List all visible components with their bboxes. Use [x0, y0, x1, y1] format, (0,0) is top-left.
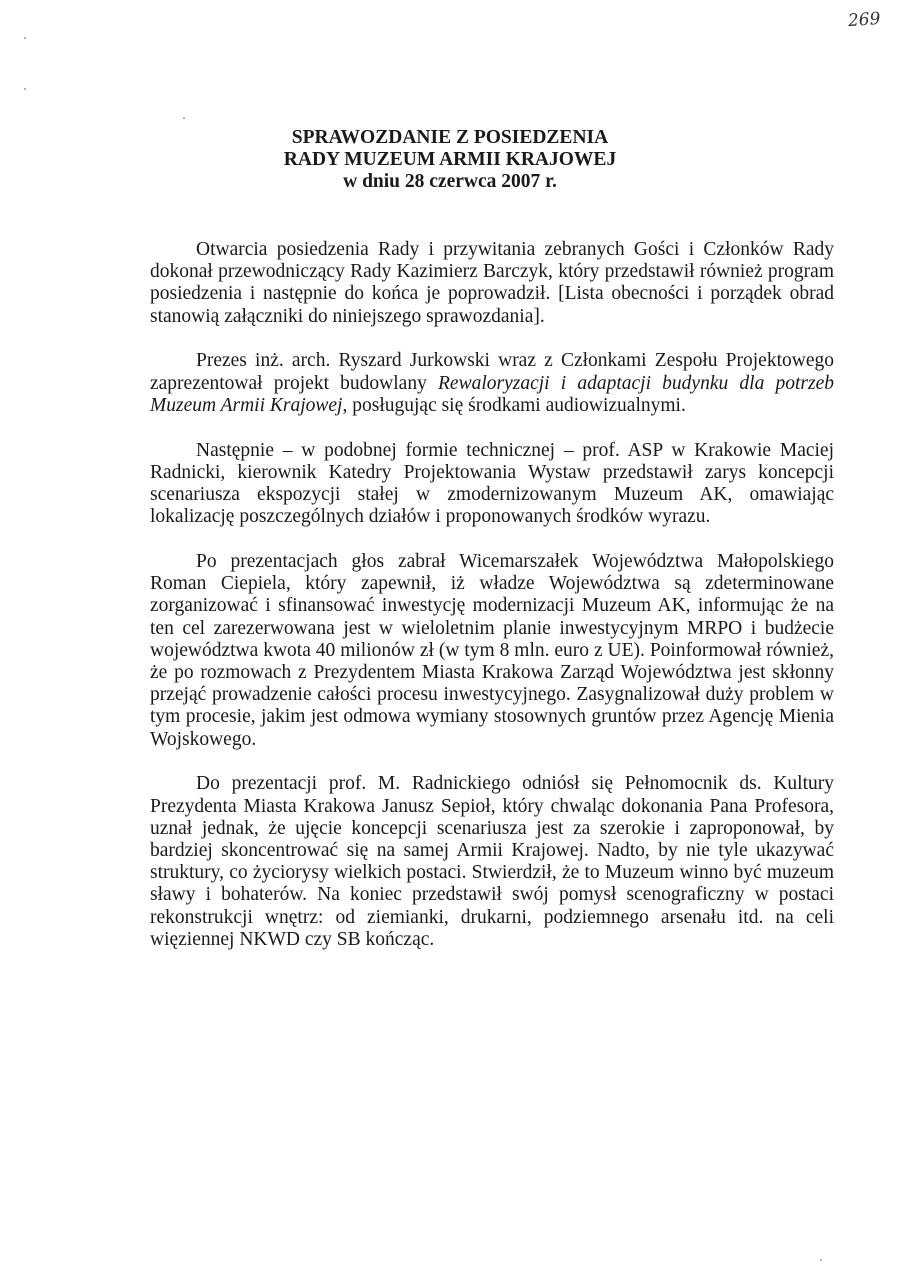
paragraph-text: , posługując się środkami audiowizualnymi.	[342, 394, 686, 416]
document-title	[0, 127, 900, 193]
paragraph-text: Prezes inż. arch. Ryszard Jurkowski wraz z Członkami Zespołu Projektowego zaprezentował projekt budowlany	[150, 350, 834, 394]
paragraph-plenipotentiary: Do prezentacji prof. M. Radnickiego odniósł się Pełnomocnik ds. Kultury Prezydenta Miasta Krakowa Janusz Sepioł, który chwaląc dokonania Pana Profesora, uznał jednak, że ujęcie koncepcji scenariusza jest za szerokie i zaproponował, by bardziej skoncentrować się na samej Armii Krajowej. Nadto, by nie tyle ukazywać struktury, co życiorysy wielkich postaci. Stwierdził, że to Muzeum winno być muzeum sławy i bohaterów. Na koniec przedstawił swój pomysł scenograficzny w postaci rekonstrukcji wnętrz: od ziemianki, drukarni, podziemnego arsenału itd. na celi więziennej NKWD czy SB kończąc.	[150, 773, 834, 950]
scan-speck	[820, 1259, 822, 1261]
title-line-2: RADY MUZEUM ARMII KRAJOWEJ	[283, 149, 617, 170]
scan-speck	[183, 117, 185, 119]
paragraph-project-presentation	[150, 350, 834, 417]
scan-speck	[24, 88, 26, 90]
title-line-1: SPRAWOZDANIE Z POSIEDZENIA	[291, 127, 609, 148]
paragraph-vice-marshal: Po prezentacjach głos zabrał Wicemarszałek Województwa Małopolskiego Roman Ciepiela, który zapewnił, iż władze Województwa są zdeterminowane zorganizować i sfinansować inwestycję modernizacji Muzeum AK, informując że na ten cel zarezerwowana jest w wieloletnim planie inwestycyjnym MRPO i budżecie województwa kwota 40 milionów zł (w tym 8 mln. euro z UE). Poinformował również, że po rozmowach z Prezydentem Miasta Krakowa Zarząd Województwa jest skłonny przejąć prowadzenie całości procesu inwestycyjnego. Zasygnalizował duży problem w tym procesie, jakim jest odmowa wymiany stosownych gruntów przez Agencję Mienia Wojskowego.	[150, 551, 834, 750]
title-line-3-date: w dniu 28 czerwca 2007 r.	[343, 171, 557, 192]
document-body	[150, 239, 834, 974]
project-title-italic: Rewaloryzacji i adaptacji budynku dla potrzeb Muzeum Armii Krajowej	[150, 372, 835, 416]
handwritten-page-number: 269	[847, 8, 882, 32]
paragraph-opening: Otwarcia posiedzenia Rady i przywitania zebranych Gości i Członków Rady dokonał przewodniczący Rady Kazimierz Barczyk, który przedstawił również program posiedzenia i następnie do końca je poprowadził. [Lista obecności i porządek obrad stanowią załączniki do niniejszego sprawozdania].	[150, 239, 834, 327]
paragraph-exhibition-concept: Następnie – w podobnej formie technicznej – prof. ASP w Krakowie Maciej Radnicki, kierownik Katedry Projektowania Wystaw przedstawił zarys koncepcji scenariusza ekspozycji stałej w zmodernizowanym Muzeum AK, omawiając lokalizację poszczególnych działów i proponowanych środków wyrazu.	[150, 439, 834, 528]
scan-speck	[24, 37, 26, 39]
